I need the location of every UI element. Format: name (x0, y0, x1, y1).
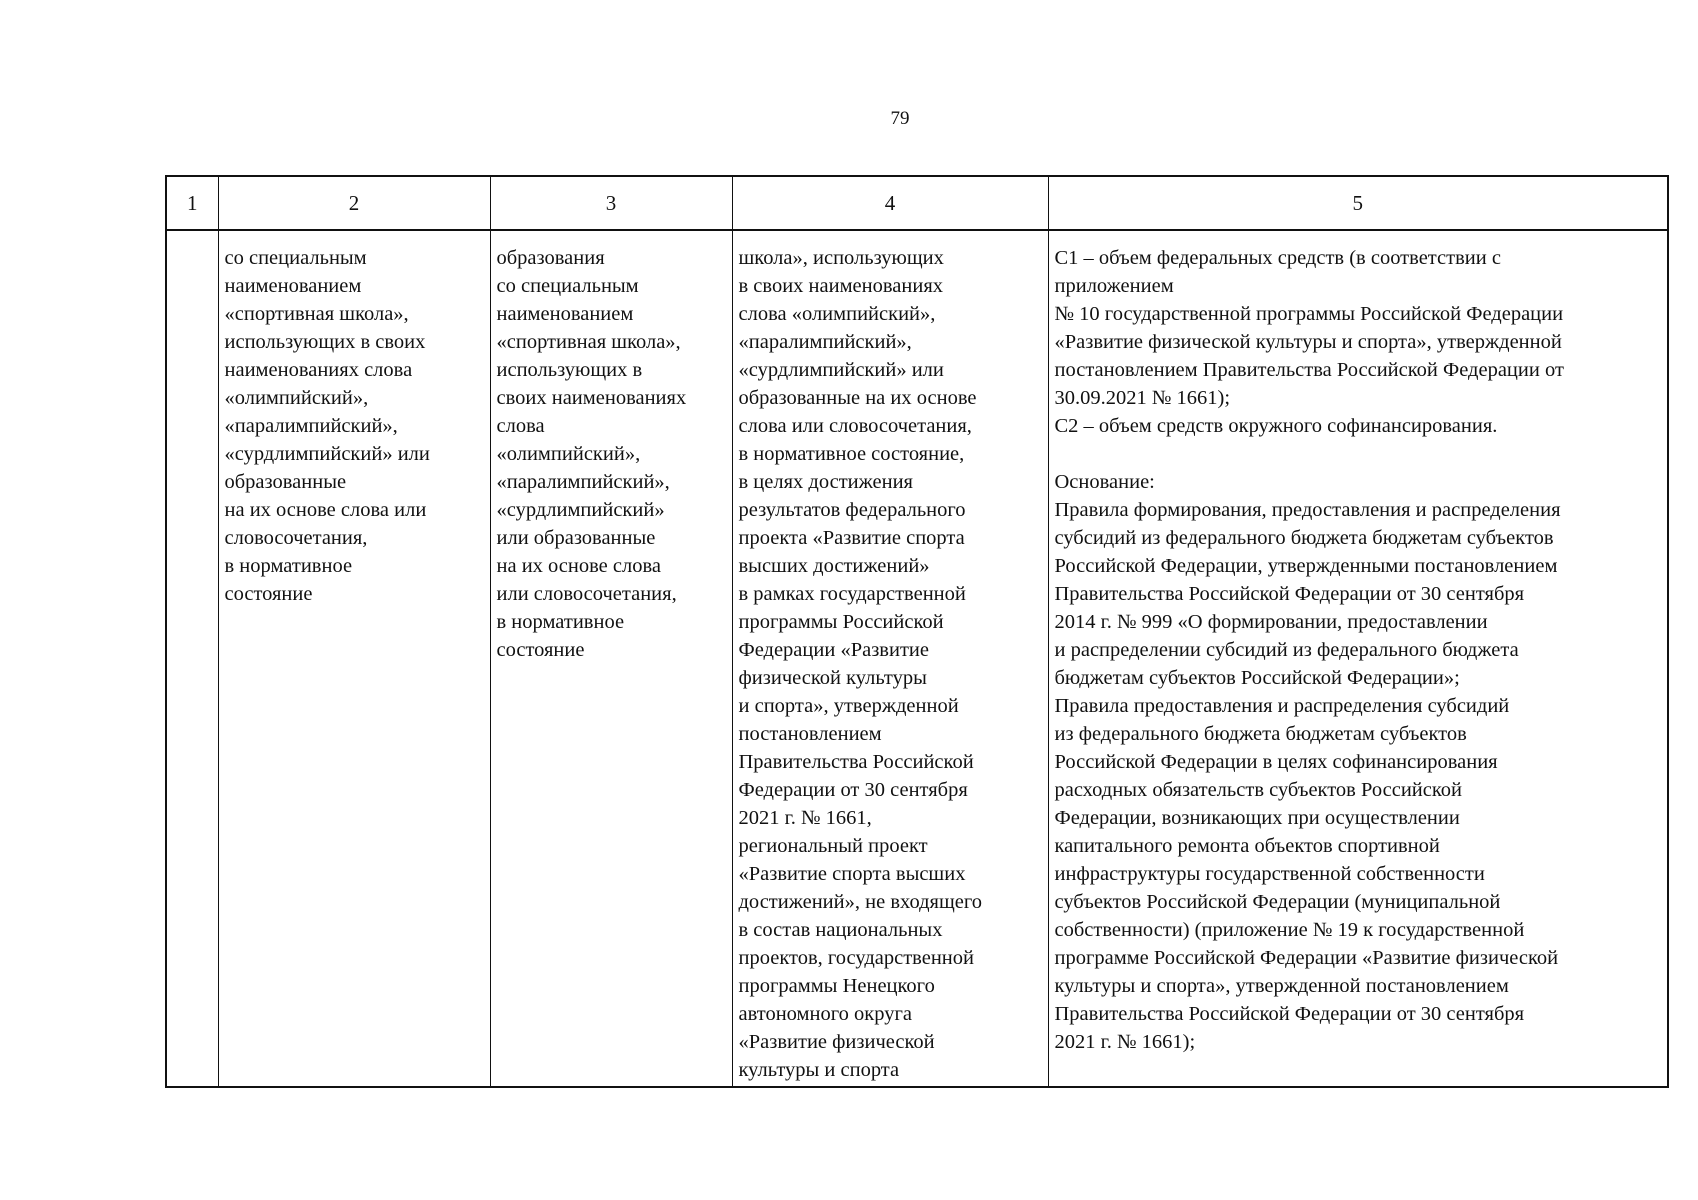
cell-col2-text: со специальным наименованием «спортивная школа», использующих в своих наименованиях слова «олимпийский», «паралимпийский», «сурдлимпийский» или образованные на их основе слова или словосочетания, в нормативное состояние (224, 247, 430, 605)
cell-col4-text: школа», использующих в своих наименованиях слова «олимпийский», «паралимпийский», «сурдлимпийский» или образованные на их основе слова или словосочетания, в нормативное состояние, в целях достижения результатов федерального проекта «Развитие спорта высших достижений» в рамках государственной программы Российской Федерации «Развитие физической культуры и спорта», утвержденной постановлением Правительства Российской Федерации от 30 сентября 2021 г. № 1661, региональный проект «Развитие спорта высших достижений», не входящего в состав национальных проектов, государственной программы Ненецкого автономного округа «Развитие физической культуры и спорта (738, 247, 983, 1081)
table-row (166, 230, 1668, 1087)
column-header-2: 2 (218, 176, 490, 230)
cell-col5-text: C1 – объем федеральных средств (в соответствии с приложением № 10 государственной программы Российской Федерации «Развитие физической культуры и спорта», утвержденной постановлением Правительства Российской Федерации от 30.09.2021 № 1661); C2 – объем средств окружного софинансирования. Основание: Правила формирования, предоставления и распределения субсидий из федерального бюджета бюджетам субъектов Российской Федерации, утвержденными постановлением Правительства Российской Федерации от 30 сентября 2014 г. № 999 «О формировании, предоставлении и распределении субсидий из федерального бюджета бюджетам субъектов Российской Федерации»; Правила предоставления и распределения субсидий из федерального бюджета бюджетам субъектов Российской Федерации в целях софинансирования расходных обязательств субъектов Российской Федерации, возникающих при осуществлении капитального ремонта объектов спортивной инфраструктуры государственной собственности субъектов Российской Федерации (муниципальной собственности) (приложение № 19 к государственной программе Российской Федерации «Развитие физической культуры и спорта», утвержденной постановлением Правительства Российской Федерации от 30 сентября 2021 г. № 1661); (1054, 247, 1564, 1053)
table-header-row (166, 176, 1668, 230)
cell-col3-text: образования со специальным наименованием «спортивная школа», использующих в своих наименованиях слова «олимпийский», «паралимпийский», «сурдлимпийский» или образованные на их основе слова или словосочетания, в нормативное состояние (496, 247, 687, 661)
cell-col4 (732, 230, 1048, 1087)
column-header-1: 1 (166, 176, 218, 230)
cell-col5 (1048, 230, 1668, 1087)
cell-col3 (490, 230, 732, 1087)
column-header-3: 3 (490, 176, 732, 230)
cell-col2 (218, 230, 490, 1087)
cell-col1-text (167, 231, 218, 244)
column-header-5: 5 (1048, 176, 1668, 230)
page-number: 79 (890, 108, 910, 129)
column-header-4: 4 (732, 176, 1048, 230)
cell-col1 (166, 230, 218, 1087)
document-table (165, 175, 1669, 1088)
